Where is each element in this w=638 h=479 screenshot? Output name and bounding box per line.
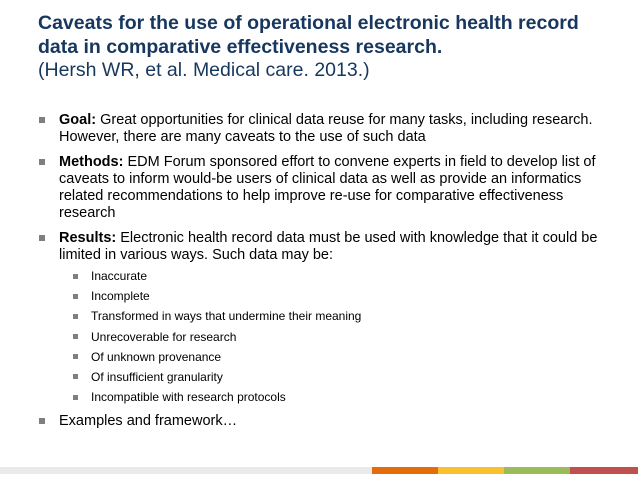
square-bullet-icon	[39, 159, 45, 165]
footer-segment-green	[504, 467, 570, 474]
bullet-lead: Goal:	[59, 112, 97, 128]
bullet-examples	[38, 413, 618, 430]
sub-bullet	[59, 350, 618, 365]
sub-bullet-text: Of unknown provenance	[91, 349, 222, 364]
sub-bullet	[59, 309, 618, 324]
bullet-list	[38, 112, 618, 438]
slide-title	[38, 12, 618, 83]
title-citation: (Hersh WR, et al. Medical care. 2013.)	[38, 59, 370, 81]
sub-bullet	[59, 390, 618, 405]
square-bullet-icon	[73, 334, 78, 339]
sub-bullet-text: Incomplete	[91, 289, 150, 304]
square-bullet-icon	[73, 354, 78, 359]
bullet-results	[38, 230, 618, 405]
sub-bullet-text: Incompatible with research protocols	[91, 390, 286, 405]
footer-segment-yellow	[438, 467, 504, 474]
title-main: Caveats for the use of operational electronic health record data in comparative effectiveness research.	[38, 12, 579, 58]
footer-segment-red	[570, 467, 638, 474]
footer-segment-orange	[372, 467, 438, 474]
bullet-text: EDM Forum sponsored effort to convene experts in field to develop list of caveats to inform would-be users of clinical data as well as provide an informatics related recommendations to help improve re-use for comparative effectiveness research	[59, 154, 596, 221]
bullet-text: Great opportunities for clinical data reuse for many tasks, including research. However, there are many caveats to the use of such data	[59, 112, 593, 145]
bullet-lead: Results:	[59, 230, 117, 246]
sub-bullet-text: Of insufficient granularity	[91, 369, 223, 384]
bullet-methods	[38, 154, 618, 222]
bullet-text: Examples and framework…	[59, 413, 238, 430]
square-bullet-icon	[39, 418, 45, 424]
footer-segment-gray	[0, 467, 372, 474]
sub-bullet-text: Transformed in ways that undermine their meaning	[91, 309, 362, 324]
sub-bullet-text: Unrecoverable for research	[91, 329, 237, 344]
square-bullet-icon	[73, 314, 78, 319]
square-bullet-icon	[39, 235, 45, 241]
square-bullet-icon	[73, 274, 78, 279]
sub-bullet	[59, 370, 618, 385]
sub-bullet	[59, 269, 618, 284]
bullet-text: Electronic health record data must be used with knowledge that it could be limited in various ways. Such data may be:	[59, 230, 598, 263]
square-bullet-icon	[39, 117, 45, 123]
square-bullet-icon	[73, 294, 78, 299]
square-bullet-icon	[73, 395, 78, 400]
footer-color-bar	[0, 467, 638, 474]
sub-bullet	[59, 330, 618, 345]
bullet-goal	[38, 112, 618, 146]
square-bullet-icon	[73, 374, 78, 379]
sub-bullet	[59, 289, 618, 304]
results-sublist	[59, 269, 618, 405]
bullet-lead: Methods:	[59, 154, 124, 170]
sub-bullet-text: Inaccurate	[91, 269, 148, 283]
